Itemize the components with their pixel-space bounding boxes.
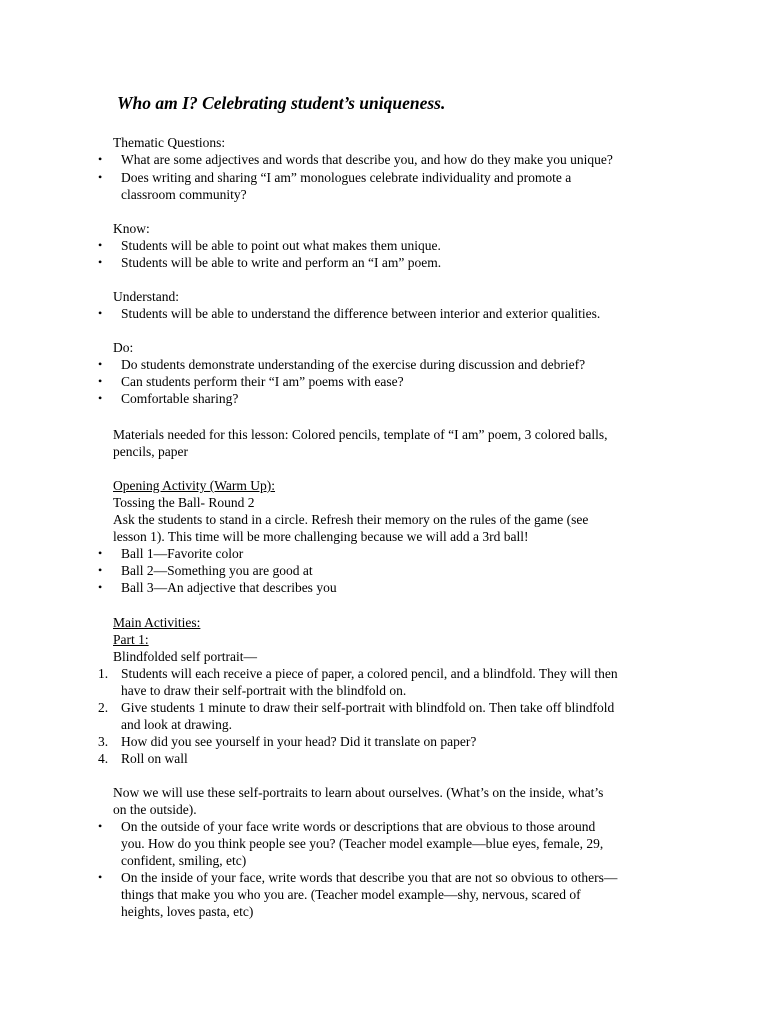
- do-heading: Do:: [113, 340, 134, 355]
- bullet-marker: •: [98, 580, 103, 594]
- opening-text-line-2: lesson 1). This time will be more challenging because we will add a 3rd ball!: [113, 529, 529, 544]
- step-4-line-1: Roll on wall: [121, 751, 188, 766]
- opening-item-2: Ball 2—Something you are good at: [121, 563, 313, 578]
- step-number: 1.: [98, 666, 109, 681]
- step-2-line-2: and look at drawing.: [121, 717, 232, 732]
- bullet-marker: •: [98, 563, 103, 577]
- understand-heading: Understand:: [113, 289, 179, 304]
- bullet-marker: •: [98, 819, 103, 833]
- opening-text-line-1: Ask the students to stand in a circle. Refresh their memory on the rules of the game (see: [113, 512, 589, 527]
- page-title: Who am I? Celebrating student’s uniqueness.: [117, 93, 446, 113]
- opening-heading: Opening Activity (Warm Up):: [113, 478, 276, 493]
- main-part: Part 1:: [113, 632, 149, 647]
- do-item-3: Comfortable sharing?: [121, 391, 239, 406]
- main-bullet-1-line-1: On the outside of your face write words or descriptions that are obvious to those around: [121, 819, 596, 834]
- main-bullet-2-line-1: On the inside of your face, write words that describe you that are not so obvious to others—: [121, 870, 618, 885]
- main-subtitle: Blindfolded self portrait—: [113, 649, 257, 664]
- thematic-item-1: What are some adjectives and words that describe you, and how do they make you unique?: [121, 152, 613, 167]
- step-3-line-1: How did you see yourself in your head? Did it translate on paper?: [121, 734, 477, 749]
- main-heading: Main Activities:: [113, 615, 201, 630]
- main-bullet-2-line-3: heights, loves pasta, etc): [121, 904, 254, 919]
- do-item-2: Can students perform their “I am” poems with ease?: [121, 374, 404, 389]
- main-intro-line-2: on the outside).: [113, 802, 197, 817]
- step-2-line-1: Give students 1 minute to draw their self-portrait with blindfold on. Then take off blindfold: [121, 700, 615, 715]
- thematic-heading: Thematic Questions:: [113, 135, 226, 150]
- bullet-marker: •: [98, 170, 103, 184]
- bullet-marker: •: [98, 238, 103, 252]
- bullet-marker: •: [98, 152, 103, 166]
- bullet-marker: •: [98, 374, 103, 388]
- bullet-marker: •: [98, 391, 103, 405]
- know-heading: Know:: [113, 221, 150, 236]
- main-intro-line-1: Now we will use these self-portraits to learn about ourselves. (What’s on the inside, what’s: [113, 785, 604, 800]
- step-1-line-2: have to draw their self-portrait with the blindfold on.: [121, 683, 407, 698]
- know-item-1: Students will be able to point out what makes them unique.: [121, 238, 441, 253]
- opening-item-3: Ball 3—An adjective that describes you: [121, 580, 337, 595]
- main-bullet-1-line-3: confident, smiling, etc): [121, 853, 247, 868]
- main-bullet-1-line-2: you. How do you think people see you? (Teacher model example—blue eyes, female, 29,: [121, 836, 604, 851]
- know-item-2: Students will be able to write and perform an “I am” poem.: [121, 255, 442, 270]
- bullet-marker: •: [98, 546, 103, 560]
- bullet-marker: •: [98, 306, 103, 320]
- step-number: 2.: [98, 700, 109, 715]
- step-1-line-1: Students will each receive a piece of paper, a colored pencil, and a blindfold. They will then: [121, 666, 618, 681]
- understand-item-1: Students will be able to understand the difference between interior and exterior qualities.: [121, 306, 601, 321]
- bullet-marker: •: [98, 870, 103, 884]
- thematic-item-2-line-2: classroom community?: [121, 187, 247, 202]
- materials-line-1: Materials needed for this lesson: Colored pencils, template of “I am” poem, 3 colored balls,: [113, 427, 608, 442]
- step-number: 3.: [98, 734, 109, 749]
- bullet-marker: •: [98, 255, 103, 269]
- opening-item-1: Ball 1—Favorite color: [121, 546, 244, 561]
- do-item-1: Do students demonstrate understanding of the exercise during discussion and debrief?: [121, 357, 586, 372]
- bullet-marker: •: [98, 357, 103, 371]
- main-bullet-2-line-2: things that make you who you are. (Teacher model example—shy, nervous, scared of: [121, 887, 581, 902]
- materials-line-2: pencils, paper: [113, 444, 188, 459]
- opening-subtitle: Tossing the Ball- Round 2: [113, 495, 255, 510]
- thematic-item-2-line-1: Does writing and sharing “I am” monologues celebrate individuality and promote a: [121, 170, 572, 185]
- step-number: 4.: [98, 751, 109, 766]
